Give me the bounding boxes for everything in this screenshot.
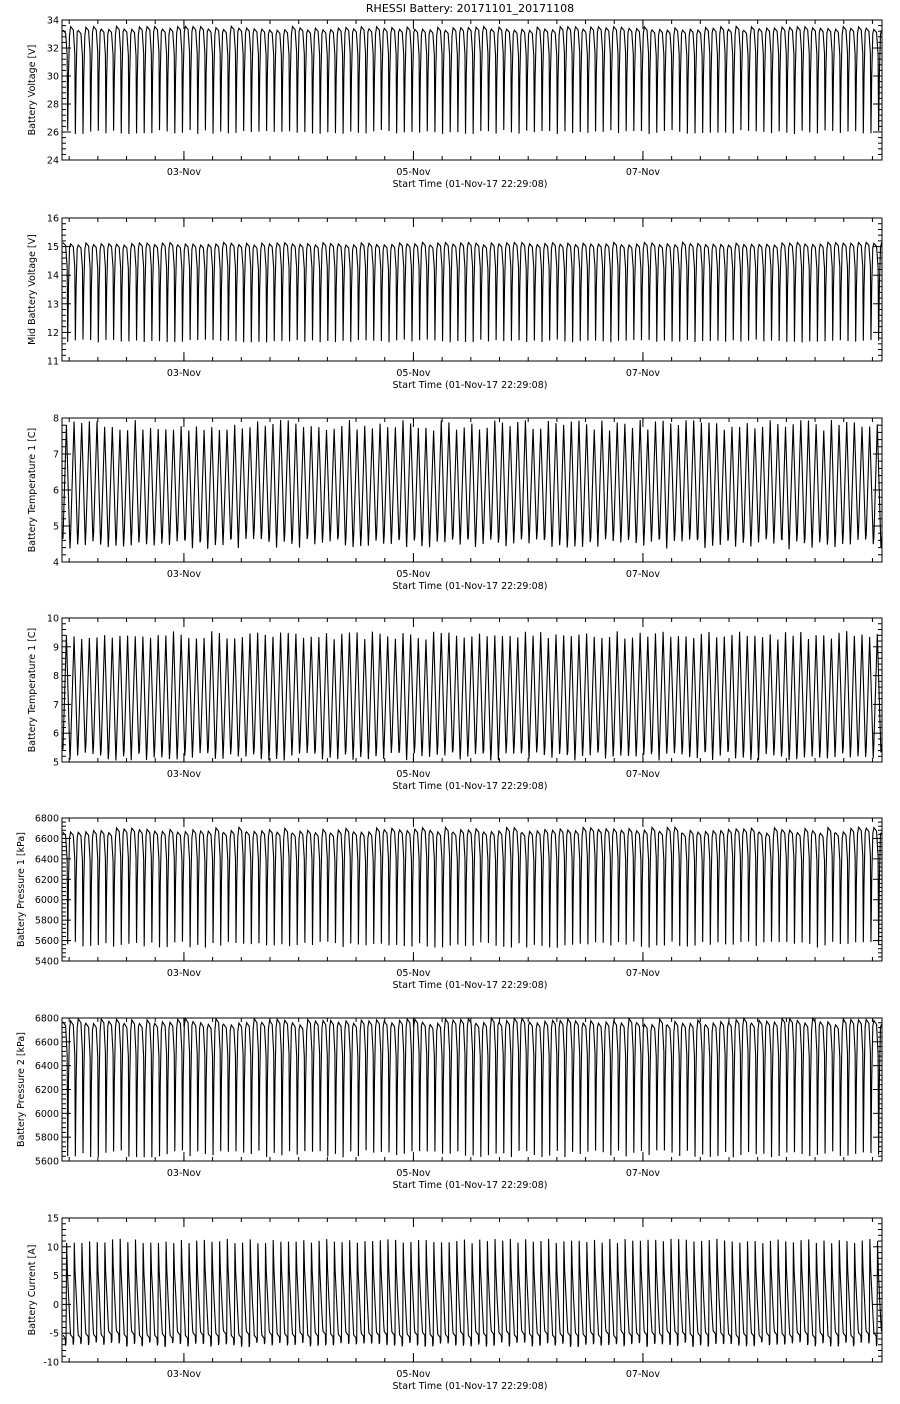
series-line [63,631,882,760]
y-tick-label: 7 [52,699,59,711]
y-tick-label: 5 [52,757,59,769]
y-axis-label: Battery Temperature 1 [C] [27,427,38,553]
series-line [63,1239,882,1347]
y-axis-label: Battery Current [A] [27,1244,38,1336]
y-tick-label: 6400 [34,854,59,866]
y-tick-label: 7 [52,449,59,461]
y-tick-label: 6600 [34,1037,59,1049]
panel-2 [27,214,882,392]
y-tick-label: 6200 [34,874,59,886]
y-axis-label: Battery Voltage [V] [27,44,38,136]
panel-1 [27,16,882,191]
y-tick-label: 8 [52,413,59,425]
y-tick-label: 5600 [34,936,59,948]
x-axis-label: Start Time (01-Nov-17 22:29:08) [392,380,548,391]
x-tick-label: 07-Nov [625,1369,660,1380]
y-tick-label: 9 [52,642,59,654]
x-tick-label: 07-Nov [625,167,660,178]
x-tick-label: 03-Nov [166,1369,201,1380]
x-tick-label: 07-Nov [625,769,660,780]
panel-5 [16,814,882,992]
y-tick-label: 6 [52,728,59,740]
panel-6 [16,1014,882,1192]
y-tick-label: 5800 [34,915,59,927]
figure-title: RHESSI Battery: 20171101_20171108 [365,2,575,15]
series-line [63,420,882,549]
y-tick-label: -5 [49,1328,59,1340]
y-tick-label: 8 [52,671,59,683]
y-tick-label: 14 [46,270,59,282]
y-tick-label: 6800 [34,813,59,825]
y-tick-label: 28 [46,99,59,111]
series-line [63,1018,882,1157]
y-tick-label: 5 [52,1271,59,1283]
y-tick-label: 10 [46,1242,59,1254]
y-tick-label: 5600 [34,1156,59,1168]
y-tick-label: 15 [46,1213,59,1225]
x-tick-label: 05-Nov [396,167,431,178]
y-axis-label: Battery Pressure 2 [kPa] [16,1032,27,1147]
x-tick-label: 05-Nov [396,968,431,979]
y-tick-label: 5800 [34,1132,59,1144]
x-axis-label: Start Time (01-Nov-17 22:29:08) [392,1381,548,1392]
x-tick-label: 07-Nov [625,368,660,379]
y-axis-label: Mid Battery Voltage [V] [27,234,38,345]
y-tick-label: 6600 [34,833,59,845]
series-line [63,242,882,342]
y-tick-label: -10 [43,1357,59,1369]
y-tick-label: 6200 [34,1085,59,1096]
series-line [63,827,882,947]
x-tick-label: 03-Nov [166,968,201,979]
y-tick-label: 6 [52,485,59,497]
y-tick-label: 32 [46,43,59,55]
x-axis-label: Start Time (01-Nov-17 22:29:08) [392,581,548,592]
series-line [63,26,882,134]
y-tick-label: 4 [52,557,59,569]
x-axis-label: Start Time (01-Nov-17 22:29:08) [392,179,548,190]
y-tick-label: 0 [52,1299,59,1311]
y-tick-label: 30 [46,71,59,83]
y-tick-label: 12 [46,327,59,339]
x-tick-label: 03-Nov [166,569,201,580]
x-tick-label: 03-Nov [166,1168,201,1179]
x-tick-label: 05-Nov [396,569,431,580]
y-axis-label: Battery Pressure 1 [kPa] [16,832,27,947]
x-tick-label: 07-Nov [625,1168,660,1179]
y-tick-label: 5400 [34,956,59,968]
x-tick-label: 05-Nov [396,368,431,379]
y-tick-label: 5 [52,521,59,533]
x-tick-label: 07-Nov [625,569,660,580]
panel-4 [27,614,882,793]
x-tick-label: 03-Nov [166,167,201,178]
x-axis-label: Start Time (01-Nov-17 22:29:08) [392,1180,548,1191]
y-tick-label: 24 [46,155,59,167]
panel-7 [27,1214,882,1393]
y-tick-label: 26 [46,127,59,139]
y-tick-label: 6800 [34,1013,59,1025]
x-tick-label: 05-Nov [396,769,431,780]
plot-frame [62,218,882,361]
y-tick-label: 13 [46,299,59,311]
y-tick-label: 10 [46,613,59,625]
y-tick-label: 15 [46,242,59,254]
y-tick-label: 6000 [34,895,59,907]
x-tick-label: 03-Nov [166,368,201,379]
x-tick-label: 07-Nov [625,968,660,979]
x-tick-label: 03-Nov [166,769,201,780]
y-axis-label: Battery Temperature 1 [C] [27,627,38,753]
x-axis-label: Start Time (01-Nov-17 22:29:08) [392,980,548,991]
y-tick-label: 11 [46,356,59,368]
x-axis-label: Start Time (01-Nov-17 22:29:08) [392,781,548,792]
y-tick-label: 6000 [34,1108,59,1120]
y-tick-label: 6400 [34,1061,59,1073]
y-tick-label: 34 [46,15,59,27]
y-tick-label: 16 [46,213,59,225]
panel-3 [27,414,882,593]
x-tick-label: 05-Nov [396,1369,431,1380]
x-tick-label: 05-Nov [396,1168,431,1179]
